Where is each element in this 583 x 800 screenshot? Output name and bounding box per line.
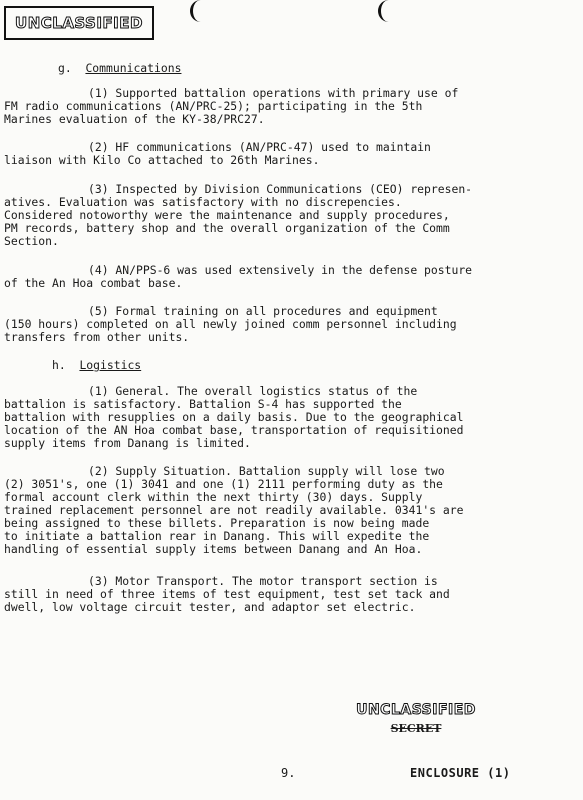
binder-hole-mark-left — [190, 0, 211, 22]
g-p4-line-1: (4) AN/PPS-6 was used extensively in the defense posture — [88, 263, 473, 277]
section-g-title: Communications — [85, 61, 182, 75]
h-p3-line-1: (3) Motor Transport. The motor transport section is — [88, 574, 438, 588]
g-p5-line-3: transfers from other units. — [4, 330, 190, 344]
h-p1-line-5: supply items from Danang is limited. — [4, 436, 251, 450]
section-h-letter: h. — [52, 358, 66, 372]
classification-stamp-bottom-secret: SECRET — [390, 722, 442, 735]
section-g-letter: g. — [58, 61, 72, 75]
h-p1-line-4: location of the AN Hoa combat base, transportation of requisitioned — [4, 423, 464, 437]
binder-hole-mark-right — [378, 0, 399, 22]
section-h-heading — [52, 359, 141, 373]
page-number: 9. — [281, 766, 296, 780]
classification-stamp-bottom-unclassified: UNCLASSIFIED — [356, 702, 476, 718]
g-p3-line-3: Considered notoworthy were the maintenance and supply procedures, — [4, 208, 450, 222]
g-p1-line-3: Marines evaluation of the KY-38/PRC27. — [4, 112, 265, 126]
classification-stamp-top — [4, 6, 154, 40]
classification-stamp-bottom — [352, 702, 480, 742]
g-p4-line-2: of the An Hoa combat base. — [4, 276, 183, 290]
h-p3-line-3: dwell, low voltage circuit tester, and adaptor set electric. — [4, 600, 416, 614]
g-p3-line-4: PM records, battery shop and the overall organization of the Comm — [4, 221, 450, 235]
g-p2-line-2: liaison with Kilo Co attached to 26th Marines. — [4, 153, 320, 167]
g-p3-line-5: Section. — [4, 234, 59, 248]
h-p1-line-3: battalion with resupplies on a daily basis. Due to the geographical — [4, 410, 464, 424]
h-p2-line-2: (2) 3051's, one (1) 3041 and one (1) 2111 performing duty as the — [4, 477, 443, 491]
h-p2-line-3: formal account clerk within the next thirty (30) days. Supply — [4, 490, 423, 504]
enclosure-label: ENCLOSURE (1) — [410, 766, 511, 780]
g-p5-line-2: (150 hours) completed on all newly joined comm personnel including — [4, 317, 457, 331]
g-p2-line-1: (2) HF communications (AN/PRC-47) used to maintain — [88, 140, 431, 154]
h-p2-line-6: to initiate a battalion rear in Danang. This will expedite the — [4, 529, 430, 543]
h-p2-line-4: trained replacement personnel are not readily available. 0341's are — [4, 503, 464, 517]
h-p1-line-2: battalion is satisfactory. Battalion S-4 has supported the — [4, 397, 402, 411]
h-p3-line-2: still in need of three items of test equipment, test set tack and — [4, 587, 450, 601]
section-g-heading — [58, 62, 181, 76]
h-p2-line-5: being assigned to these billets. Preparation is now being made — [4, 516, 430, 530]
h-p2-line-7: handling of essential supply items between Danang and An Hoa. — [4, 542, 423, 556]
classification-stamp-top-text: UNCLASSIFIED — [15, 14, 143, 32]
g-p3-line-1: (3) Inspected by Division Communications (CEO) represen- — [88, 182, 473, 196]
h-p2-line-1: (2) Supply Situation. Battalion supply will lose two — [88, 464, 445, 478]
g-p3-line-2: atives. Evaluation was satisfactory with no discrepencies. — [4, 195, 402, 209]
g-p1-line-1: (1) Supported battalion operations with primary use of — [88, 86, 459, 100]
g-p5-line-1: (5) Formal training on all procedures and equipment — [88, 304, 438, 318]
g-p1-line-2: FM radio communications (AN/PRC-25); participating in the 5th — [4, 99, 423, 113]
h-p1-line-1: (1) General. The overall logistics status of the — [88, 384, 418, 398]
section-h-title: Logistics — [79, 358, 142, 372]
